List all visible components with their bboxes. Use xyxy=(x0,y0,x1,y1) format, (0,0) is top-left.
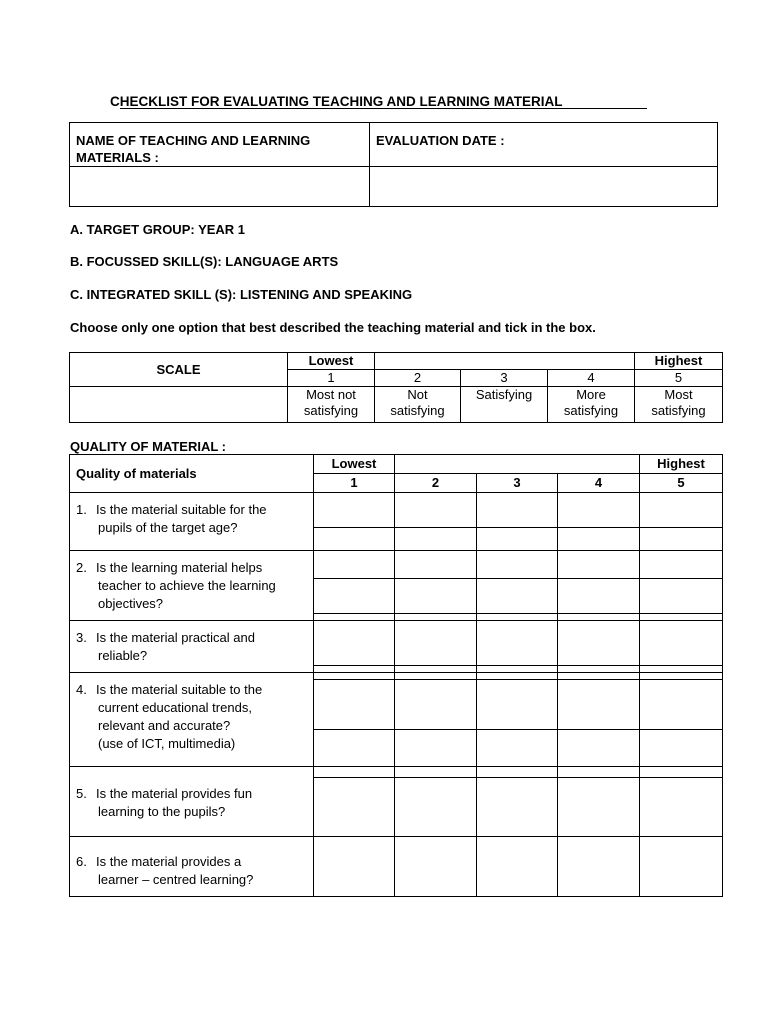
rating-box-4[interactable] xyxy=(558,767,640,837)
question-row xyxy=(70,767,723,837)
rating-box-2[interactable] xyxy=(395,621,477,673)
rating-box-2[interactable] xyxy=(395,767,477,837)
rating-box-5[interactable] xyxy=(640,551,723,621)
quality-number: 1 xyxy=(314,474,395,493)
focussed-skill: B. FOCUSSED SKILL(S): LANGUAGE ARTS xyxy=(70,254,339,269)
rating-box-4[interactable] xyxy=(558,673,640,767)
rating-box-5[interactable] xyxy=(640,673,723,767)
question-text: 1. Is the material suitable for the pupils of the target age? xyxy=(70,493,314,551)
question-row xyxy=(70,837,723,897)
rating-box-3[interactable] xyxy=(477,673,558,767)
rating-box-3[interactable] xyxy=(477,551,558,621)
target-group: A. TARGET GROUP: YEAR 1 xyxy=(70,222,246,237)
scale-number: 2 xyxy=(375,370,461,387)
quality-blank-header xyxy=(395,455,640,474)
quality-header: Quality of materials xyxy=(70,455,314,493)
material-name-field[interactable] xyxy=(70,167,370,207)
quality-lowest: Lowest xyxy=(314,455,395,474)
material-info-table xyxy=(69,122,718,207)
rating-box-1[interactable] xyxy=(314,621,395,673)
scale-number: 3 xyxy=(461,370,548,387)
question-text: 5. Is the material provides fun learning to the pupils? xyxy=(70,767,314,837)
scale-lowest: Lowest xyxy=(288,353,375,370)
scale-description: More satisfying xyxy=(548,387,635,423)
material-name-label xyxy=(70,123,370,167)
scale-number: 1 xyxy=(288,370,375,387)
scale-empty-cell xyxy=(70,387,288,423)
rating-box-3[interactable] xyxy=(477,837,558,897)
title-underline xyxy=(120,108,647,109)
rating-box-5[interactable] xyxy=(640,493,723,551)
scale-number: 5 xyxy=(635,370,723,387)
rating-box-1[interactable] xyxy=(314,673,395,767)
scale-highest: Highest xyxy=(635,353,723,370)
question-text: 4. Is the material suitable to the current educational trends, relevant and accurate? (use of ICT, multimedia) xyxy=(70,673,314,767)
rating-box-4[interactable] xyxy=(558,493,640,551)
rating-box-3[interactable] xyxy=(477,767,558,837)
rating-box-2[interactable] xyxy=(395,551,477,621)
rating-box-1[interactable] xyxy=(314,551,395,621)
material-name-label-line1: NAME OF TEACHING AND LEARNING xyxy=(76,133,311,148)
scale-description: Most satisfying xyxy=(635,387,723,423)
scale-table xyxy=(69,352,723,423)
rating-box-5[interactable] xyxy=(640,767,723,837)
rating-box-1[interactable] xyxy=(314,837,395,897)
question-row xyxy=(70,493,723,551)
question-row xyxy=(70,673,723,767)
rating-box-1[interactable] xyxy=(314,767,395,837)
quality-number: 4 xyxy=(558,474,640,493)
scale-description: Most not satisfying xyxy=(288,387,375,423)
quality-table xyxy=(69,454,723,897)
rating-box-3[interactable] xyxy=(477,493,558,551)
rating-box-4[interactable] xyxy=(558,621,640,673)
evaluation-date-field[interactable] xyxy=(370,167,718,207)
rating-box-4[interactable] xyxy=(558,551,640,621)
scale-blank-header xyxy=(375,353,635,370)
instruction: Choose only one option that best described the teaching material and tick in the box. xyxy=(70,320,596,335)
question-text: 3. Is the material practical and reliable? xyxy=(70,621,314,673)
quality-number: 2 xyxy=(395,474,477,493)
material-name-label-line2: MATERIALS : xyxy=(76,150,159,165)
integrated-skill: C. INTEGRATED SKILL (S): LISTENING AND SPEAKING xyxy=(70,287,413,302)
rating-box-4[interactable] xyxy=(558,837,640,897)
question-row xyxy=(70,551,723,621)
page-title: CHECKLIST FOR EVALUATING TEACHING AND LEARNING MATERIAL xyxy=(110,94,563,109)
evaluation-date-label: EVALUATION DATE : xyxy=(370,123,718,167)
scale-description: Satisfying xyxy=(461,387,548,423)
rating-box-5[interactable] xyxy=(640,837,723,897)
question-text: 2. Is the learning material helps teacher to achieve the learning objectives? xyxy=(70,551,314,621)
quality-number: 5 xyxy=(640,474,723,493)
scale-label: SCALE xyxy=(70,353,288,387)
question-text: 6. Is the material provides a learner – centred learning? xyxy=(70,837,314,897)
rating-box-5[interactable] xyxy=(640,621,723,673)
rating-box-1[interactable] xyxy=(314,493,395,551)
rating-box-2[interactable] xyxy=(395,493,477,551)
quality-highest: Highest xyxy=(640,455,723,474)
quality-number: 3 xyxy=(477,474,558,493)
rating-box-3[interactable] xyxy=(477,621,558,673)
rating-box-2[interactable] xyxy=(395,837,477,897)
question-row xyxy=(70,621,723,673)
quality-heading: QUALITY OF MATERIAL : xyxy=(70,439,226,454)
scale-description: Not satisfying xyxy=(375,387,461,423)
rating-box-2[interactable] xyxy=(395,673,477,767)
scale-number: 4 xyxy=(548,370,635,387)
